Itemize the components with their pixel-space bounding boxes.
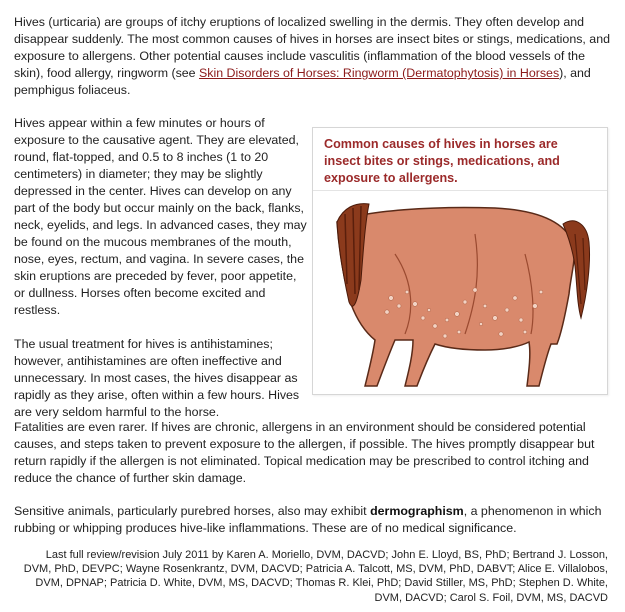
- symptoms-paragraph: Hives appear within a few minutes or hours of exposure to the causative agent. They are elevated, round, flat-topped, and 0.5 to 8 inches (1 to 20 centimeters) in diameter; they may be slightly depressed in the center. Hives can develop on any part of the body but occur mainly on the back, flanks, neck, eyelids, and legs. In advanced cases, they may be found on the mucous membranes of the mouth, nose, eyes, rectum, and vagina. In severe cases, the skin eruptions are preceded by fever, poor appetite, or dullness. Horses often become excited and restless.: [14, 116, 307, 317]
- intro-text-before: Hives (urticaria) are groups of itchy eruptions of localized swelling in the dermis. They often develop and disappear suddenly. The most common causes of hives in horses are insect bites or stings, medications, and exposure to allergens. Other potential causes include vasculitis (inflammation of the blood vessels of the skin), food allergy, ringworm (see: [14, 15, 610, 80]
- horse-hives-illustration-icon: [325, 194, 595, 390]
- sidebar-divider: [313, 190, 607, 191]
- intro-text-after: ), and pemphigus foliaceus.: [14, 66, 591, 97]
- intro-paragraph: [14, 14, 610, 99]
- ringworm-link[interactable]: Skin Disorders of Horses: Ringworm (Dermatophytosis) in Horses: [199, 66, 560, 80]
- image-sidebar: [312, 127, 608, 395]
- dermographism-text-before: Sensitive animals, particularly purebred horses, also may exhibit: [14, 504, 371, 518]
- dermographism-paragraph: [14, 503, 610, 537]
- treatment-paragraph: The usual treatment for hives is antihistamines; however, antihistamines are often ineffective and unnecessary. In most cases, the hives disappear as rapidly as they arise, often within a few hours. Hives are very seldom harmful to the horse.: [14, 337, 300, 419]
- dermographism-text-after: , a phenomenon in which rubbing or whipping produces hive-like inflammations. These are of no medical significance.: [14, 504, 602, 535]
- dermographism-term: dermographism: [370, 504, 464, 518]
- prognosis-paragraph: Fatalities are even rarer. If hives are chronic, allergens in an environment should be considered potential causes, and steps taken to prevent exposure to the allergen, if possible. The hives promptly disappear but return rapidly if the allergen is not eliminated. Topical medication may be prescribed to control itching and reduce the chance of further skin damage.: [14, 420, 595, 485]
- sidebar-caption: Common causes of hives in horses are insect bites or stings, medications, and exposure to allergens.: [324, 137, 560, 185]
- review-footer: Last full review/revision July 2011 by Karen A. Moriello, DVM, DACVD; John E. Lloyd, BS, PhD; Bertrand J. Losson, DVM, PhD, DEVPC; Wayne Rosenkrantz, DVM, DACVD; Patricia A. Talcott, MS, DVM, PhD, DABVT; Alice E. Villalobos, DVM, DPNAP; Patricia D. White, DVM, MS, DACVD; Thomas R. Klei, PhD; David Stiller, MS, PhD; Stephen D. White, DVM, DACVD; Carol S. Foil, DVM, MS, DACVD: [23, 549, 608, 604]
